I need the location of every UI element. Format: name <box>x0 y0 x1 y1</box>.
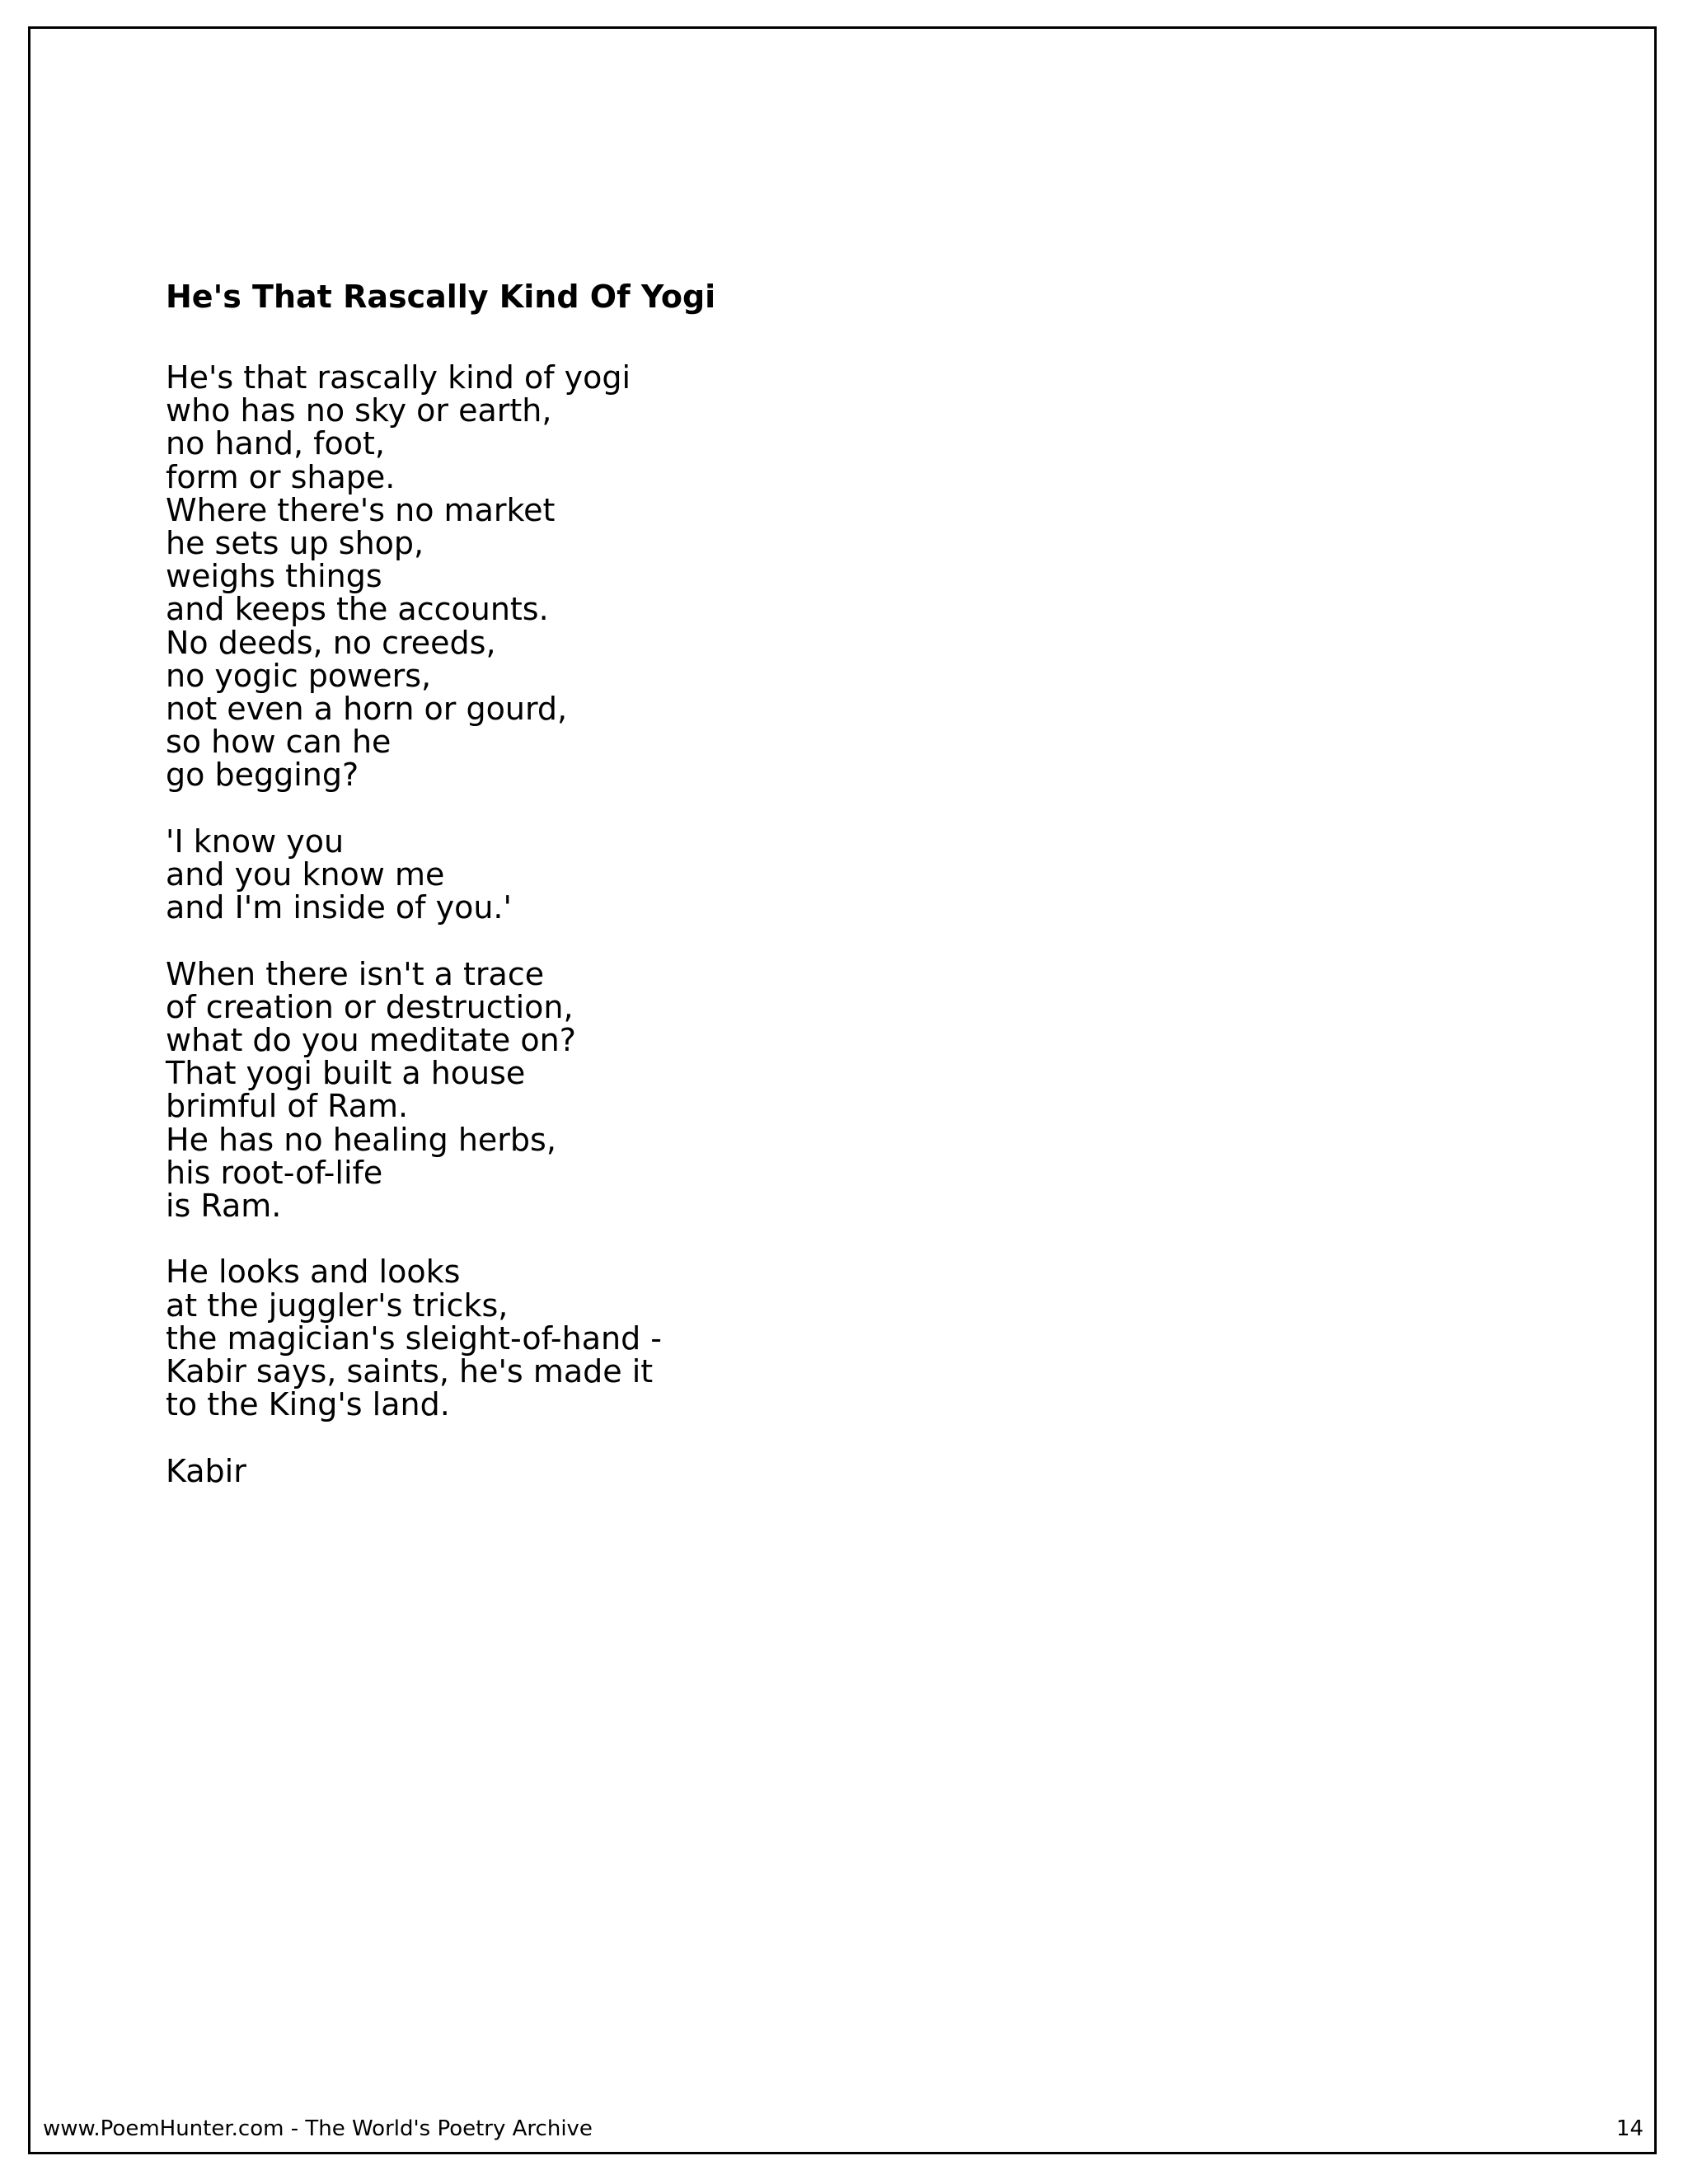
poem-line: to the King's land. <box>166 1386 450 1423</box>
page-number: 14 <box>1615 2116 1643 2141</box>
stanza <box>166 825 662 925</box>
poem-line: who has no sky or earth, <box>166 392 552 429</box>
poem-line: not even a horn or gourd, <box>166 691 568 728</box>
poem-line: of creation or destruction, <box>166 988 574 1025</box>
poem-line: No deeds, no creeds, <box>166 624 496 661</box>
poem-line: no yogic powers, <box>166 657 432 694</box>
poem-line: what do you meditate on? <box>166 1022 576 1059</box>
poem-line: He has no healing herbs, <box>166 1121 556 1158</box>
poem-line: and you know me <box>166 856 445 893</box>
stanza <box>166 1255 662 1421</box>
poem-line: he sets up shop, <box>166 525 424 562</box>
poem-line: That yogi built a house <box>166 1055 526 1092</box>
poem-line: go begging? <box>166 757 359 794</box>
poem-body <box>166 361 662 1488</box>
stanza <box>166 361 662 792</box>
poem-line: and keeps the accounts. <box>166 591 549 628</box>
poem-line: is Ram. <box>166 1188 282 1225</box>
poem-line: form or shape. <box>166 458 396 495</box>
poem-line: no hand, foot, <box>166 425 385 462</box>
poem-line: so how can he <box>166 724 392 761</box>
poem-line: 'I know you <box>166 823 345 860</box>
poem-line: When there isn't a trace <box>166 955 545 992</box>
stanza <box>166 955 662 1225</box>
poem-line: He looks and looks <box>166 1254 461 1291</box>
poem-line: weighs things <box>166 558 382 595</box>
poem-author: Kabir <box>166 1452 246 1489</box>
poem-line: and I'm inside of you.' <box>166 889 512 926</box>
poem-line: brimful of Ram. <box>166 1088 409 1125</box>
poem-line: at the juggler's tricks, <box>166 1286 509 1324</box>
poem-line: Where there's no market <box>166 491 556 528</box>
poem-line: his root-of-life <box>166 1154 383 1191</box>
poem-line: Kabir says, saints, he's made it <box>166 1353 654 1390</box>
poem-line: He's that rascally kind of yogi <box>166 359 631 396</box>
footer-source: www.PoemHunter.com - The World's Poetry Archive <box>43 2116 593 2141</box>
poem-title: He's That Rascally Kind Of Yogi <box>166 279 716 315</box>
poem-line: the magician's sleight-of-hand - <box>166 1319 663 1357</box>
